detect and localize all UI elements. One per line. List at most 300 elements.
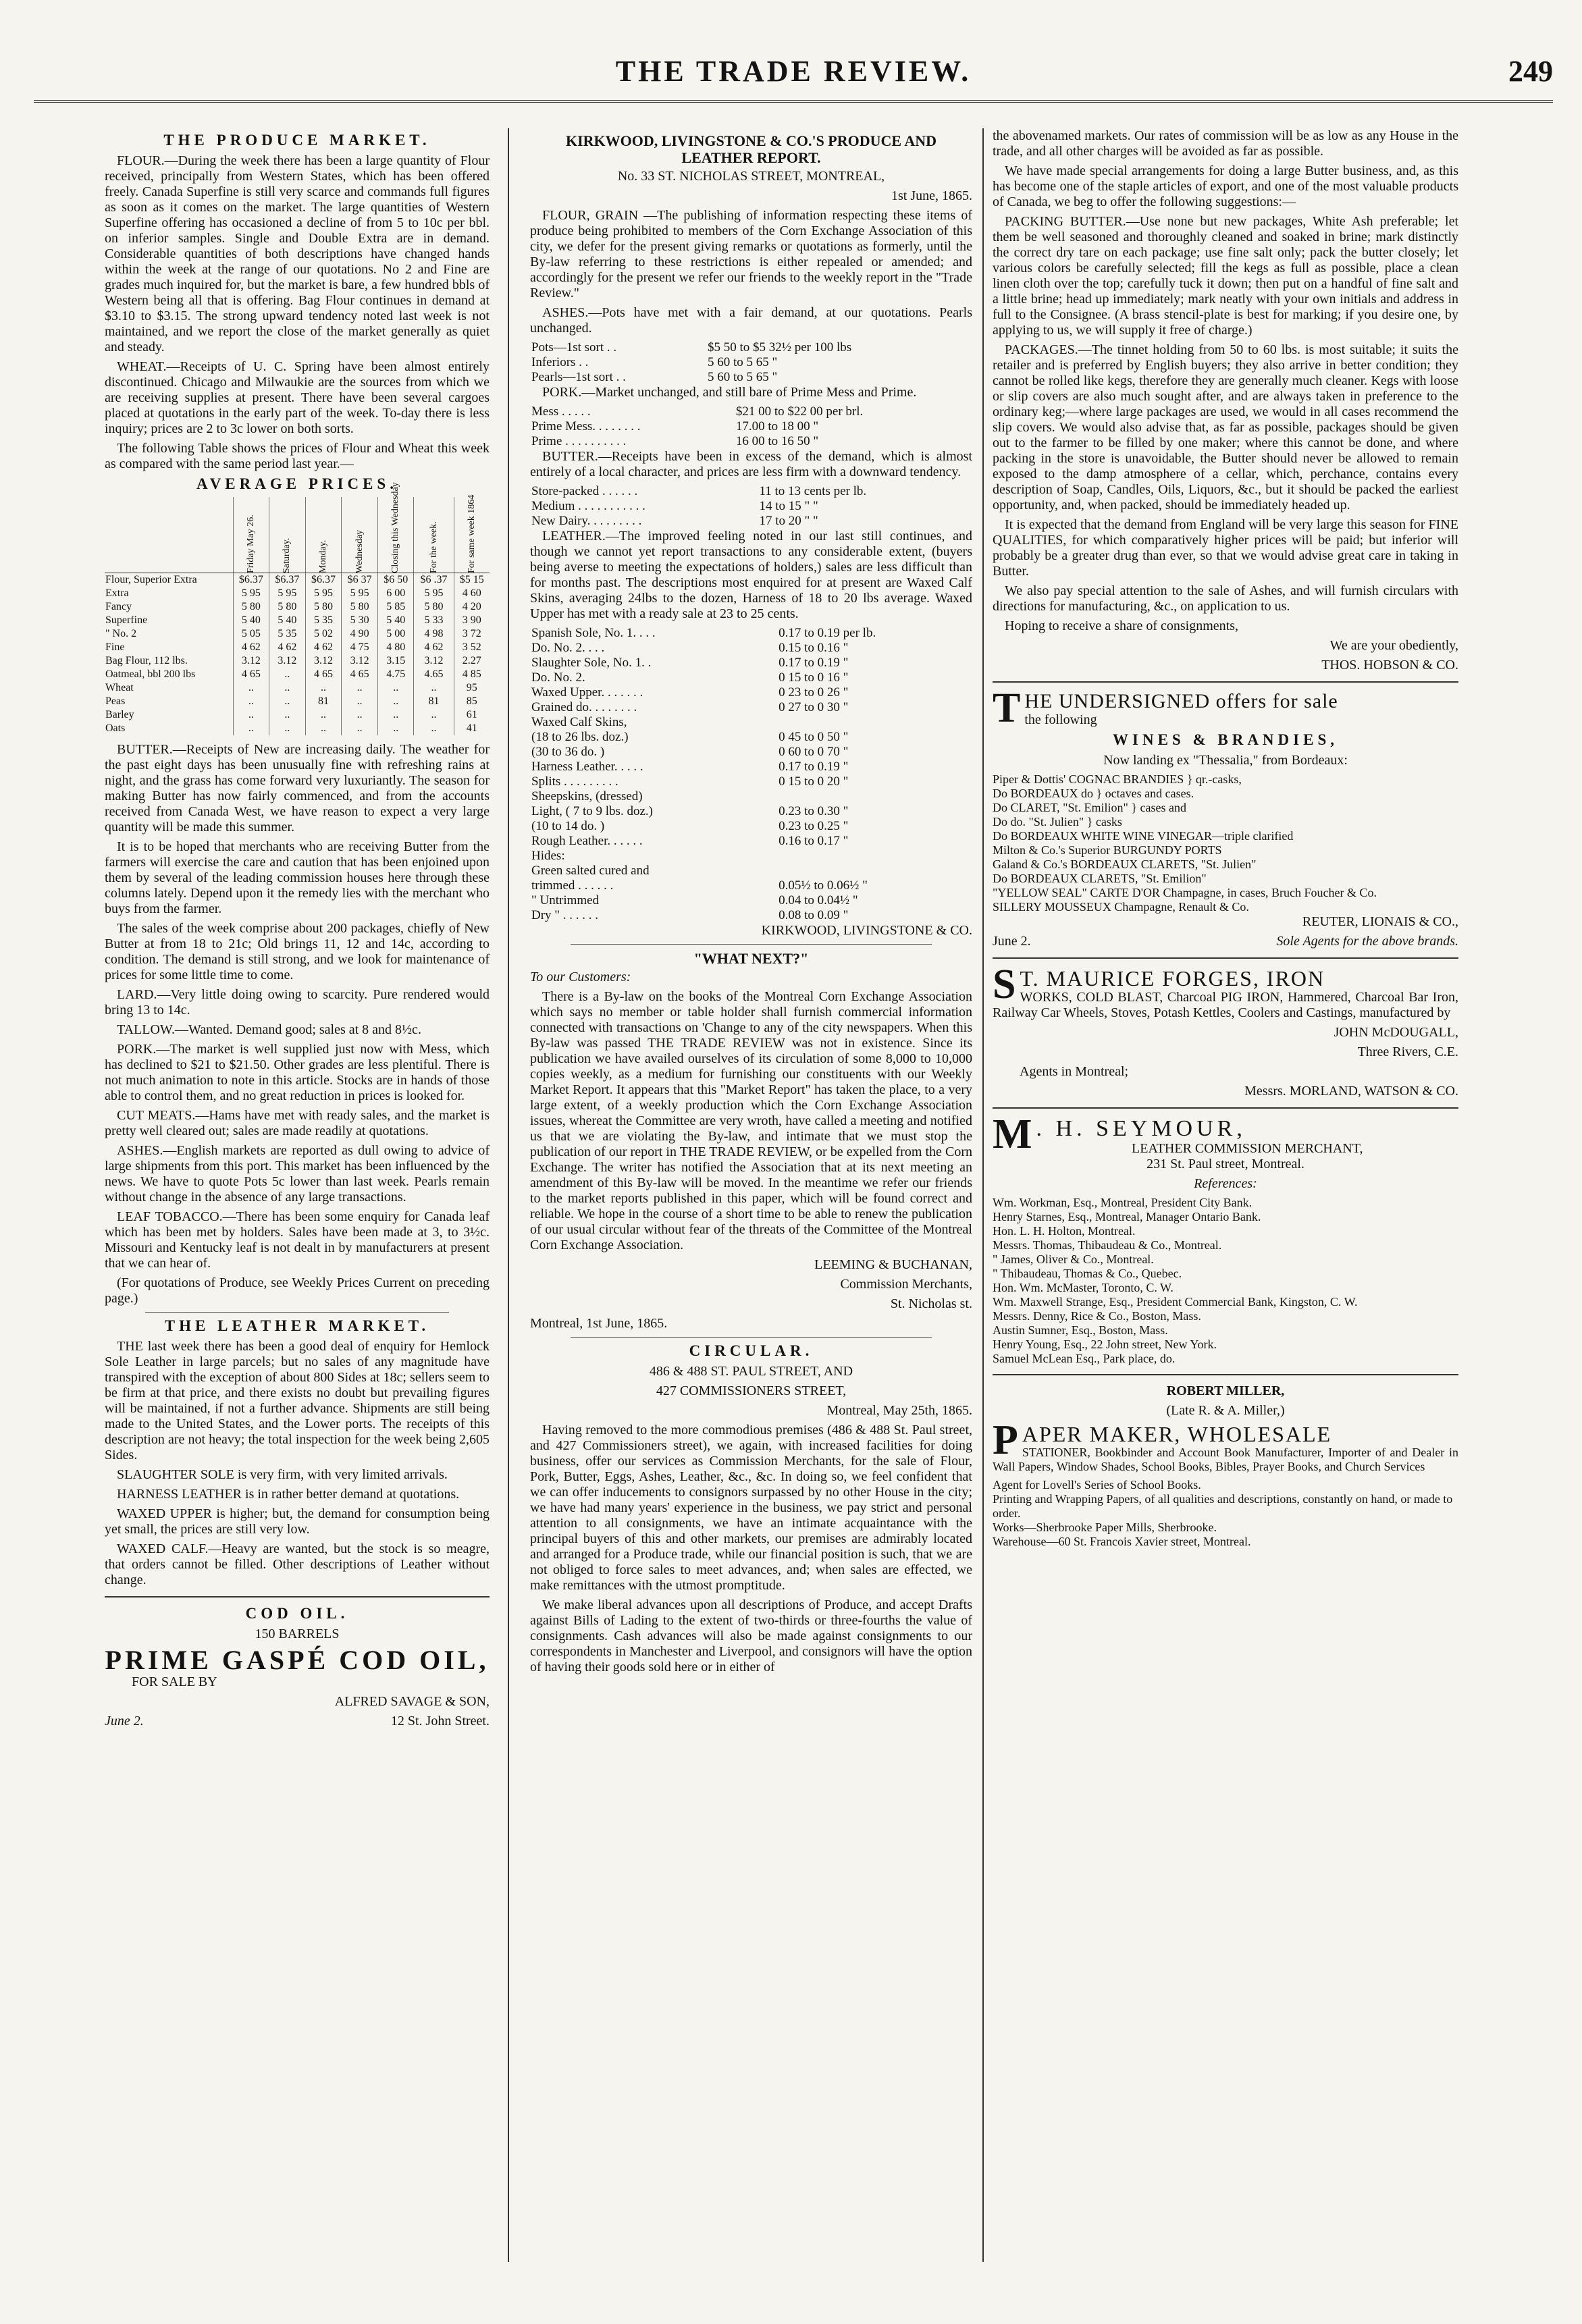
table-cell: " No. 2 — [105, 628, 137, 639]
item-name: Harness Leather. . . . . — [531, 760, 643, 774]
forges-title: T. MAURICE FORGES, IRON — [1020, 966, 1325, 991]
average-prices-heading: AVERAGE PRICES. — [196, 475, 398, 492]
table-cell: .. — [342, 681, 378, 695]
column-header-label: Monday. — [318, 539, 328, 573]
column-header — [414, 497, 454, 573]
miller-body: STATIONER, Bookbinder and Account Book Manufacturer, Importer of and Dealer in Wall Papers, Window Shades, School Books, Bibles, Prayer Books, and Church Services — [993, 1446, 1458, 1473]
table-cell: $6.37 — [269, 573, 306, 587]
table-cell: 5 95 — [342, 587, 378, 600]
item-price: 0.23 to 0.30 " — [779, 804, 849, 818]
table-cell: 4 60 — [454, 587, 490, 600]
what-next-heading: "WHAT NEXT?" — [693, 950, 809, 967]
table-cell: .. — [233, 695, 269, 708]
table-cell: 3.12 — [342, 654, 378, 668]
paragraph: There is a By-law on the books of the Montreal Corn Exchange Association which says no member or table holder shall furnish commercial information connected with transactions on 'Change to any of the city newspapers. When this By-law was passed THE TRADE REVIEW was not in existence. Since its publication we have availed ourselves of its circulation of some 8,000 to 10,000 copies weekly, as a medium for furnishing our constituents with our Weekly Market Report. It appears that this "Market Report" has taken the place, to a very large extent, of a weekly production which the Corn Exchange Association issues, whereat the Committee are very wroth, have called a meeting and notified us that we are violating the By-law, and intimate that we must stop the publication of our report in THE TRADE REVIEW, or be expelled from the Corn Exchange. The writer has notified the Association that at its next meeting an amendment of this By-law will be moved. In the meantime we refer our friends to the market reports published in this paper, which will be found correct and reliable. We hope in the course of a short time to be able to renew the publication of our usual circular without fear of the threats of the Committee of the Montreal Corn Exchange Association. — [530, 989, 972, 1252]
table-cell: 95 — [454, 681, 490, 695]
column-divider — [508, 128, 509, 2262]
circular-closing: We are your obediently, — [1329, 638, 1458, 653]
table-cell: 4 98 — [414, 627, 454, 641]
paragraph: ASHES.—English markets are reported as dull owing to advice of large shipments from this port. This market has been influenced by the news. We have to quote Pots 5c lower than last week. Pearls remain without change in the absence of any large transactions. — [105, 1143, 490, 1205]
column-header — [342, 497, 378, 573]
kirkwood-signature: KIRKWOOD, LIVINGSTONE & CO. — [761, 923, 972, 938]
list-item: Warehouse—60 St. Francois Xavier street, Montreal. — [993, 1535, 1251, 1548]
item-name: Pots—1st sort . . — [531, 340, 617, 354]
table-cell: 3 52 — [454, 641, 490, 654]
paragraph: We make liberal advances upon all descriptions of Produce, and accept Drafts against Bills of Lading to the extent of two-thirds or three-fourths the value of consignments. Cash advances will also be made against consignments to our correspondents in Manchester and Liverpool, and consignors will have the option of having their goods sold here or in either of — [530, 1597, 972, 1674]
kirkwood-heading: KIRKWOOD, LIVINGSTONE & CO.'S PRODUCE AND LEATHER REPORT. — [565, 132, 937, 166]
table-cell: Bag Flour, 112 lbs. — [105, 655, 188, 666]
table-cell: 5 40 — [233, 614, 269, 627]
dropcap: T — [993, 685, 1021, 731]
column-1 — [105, 128, 490, 2262]
table-cell: 4 62 — [269, 641, 306, 654]
table-cell: 5 80 — [414, 600, 454, 614]
item-price: 0.17 to 0.19 " — [779, 656, 849, 670]
table-row — [105, 627, 490, 641]
table-cell: 5 35 — [305, 614, 342, 627]
paragraph: The sales of the week comprise about 200 packages, chiefly of New Butter at from 18 to 21c; Old brings 11, 12 and 14c, according to condition. The demand is still strong, and we look for maintenance of prices for some little time to come. — [105, 921, 490, 982]
list-item: Hon. Wm. McMaster, Toronto, C. W. — [993, 1281, 1174, 1294]
list-item: Messrs. Thomas, Thibaudeau & Co., Montreal. — [993, 1238, 1222, 1252]
table-cell: 4 62 — [233, 641, 269, 654]
table-cell: .. — [233, 722, 269, 735]
dropcap: P — [993, 1417, 1018, 1463]
table-cell: .. — [342, 695, 378, 708]
what-next-date: Montreal, 1st June, 1865. — [530, 1316, 668, 1331]
item-price: 0 15 to 0 16 " — [779, 670, 849, 685]
item-price: 0 45 to 0 50 " — [779, 730, 849, 744]
table-cell: .. — [377, 681, 414, 695]
list-item: Henry Young, Esq., 22 John street, New York. — [993, 1338, 1217, 1351]
column-header — [233, 497, 269, 573]
table-cell: 5 95 — [233, 587, 269, 600]
item-name: Prime Mess. . . . . . . . — [531, 419, 641, 433]
table-cell: 85 — [454, 695, 490, 708]
paragraph: We have made special arrangements for doing a large Butter business, and, as this has become one of the staple articles of export, and one of the most valuable products of Canada, we beg to offer the following suggestions:— — [993, 163, 1458, 209]
item-name: Spanish Sole, No. 1. . . . — [531, 626, 656, 640]
miller-late: (Late R. & A. Miller,) — [1166, 1403, 1285, 1418]
table-cell: Barley — [105, 709, 134, 720]
table-row — [530, 760, 972, 774]
table-cell: 4 90 — [342, 627, 378, 641]
wines-list — [993, 772, 1458, 914]
item-name: Light, ( 7 to 9 lbs. doz.) — [531, 804, 653, 818]
circular-heading: CIRCULAR. — [689, 1342, 814, 1359]
table-cell: .. — [414, 681, 454, 695]
item-price: 0.17 to 0.19 per lb. — [779, 626, 876, 640]
table-row — [105, 695, 490, 708]
table-row — [105, 668, 490, 681]
circular-date: Montreal, May 25th, 1865. — [826, 1403, 972, 1418]
item-price: $5 50 to $5 32½ per 100 lbs — [707, 340, 852, 354]
leather-market-body — [105, 1339, 490, 1588]
item-price — [777, 715, 972, 730]
table-cell: .. — [305, 708, 342, 722]
paragraph: BUTTER.—Receipts of New are increasing daily. The weather for the past eight days has been unusually fine with refreshing rains at night, and the grass has come forward very luxuriantly. The season for making Butter has now fairly commenced, and from the accounts received from Canada West, we have reason to expect a very large quantity will be made this summer. — [105, 742, 490, 835]
table-cell: 5 85 — [377, 600, 414, 614]
produce-market-continued — [105, 742, 490, 1306]
column-2 — [530, 128, 972, 2262]
what-next-salutation: To our Customers: — [530, 970, 631, 984]
list-item: Do BORDEAUX WHITE WINE VINEGAR—triple clarified — [993, 829, 1294, 843]
table-row — [105, 681, 490, 695]
miller-advertisement — [993, 1383, 1458, 1549]
item-price: 0 23 to 0 26 " — [779, 685, 849, 699]
section-rule — [145, 1312, 449, 1313]
item-price: 0.23 to 0.25 " — [779, 819, 849, 833]
forges-agents: Messrs. MORLAND, WATSON & CO. — [1244, 1084, 1458, 1099]
miller-title: APER MAKER, WHOLESALE — [1022, 1422, 1332, 1446]
table-cell: 4 80 — [377, 641, 414, 654]
table-cell: 81 — [414, 695, 454, 708]
ashes-price-table — [530, 340, 972, 385]
wines-landing: Now landing ex "Thessalia," from Bordeaux: — [1103, 753, 1348, 768]
table-row — [105, 722, 490, 735]
column-header-label: Saturday. — [282, 537, 292, 573]
table-cell: 4 20 — [454, 600, 490, 614]
item-name: Do. No. 2. . . . — [531, 641, 605, 655]
seymour-address: 231 St. Paul street, Montreal. — [1146, 1157, 1304, 1171]
table-cell: Oats — [105, 722, 126, 734]
paragraph: LEAF TOBACCO.—There has been some enquiry for Canada leaf which has been met by holders. Sales have been made at 3, to 3½c. Missouri and Kentucky leaf is not dealt in by manufacturers at present that we can hear of. — [105, 1209, 490, 1271]
table-cell: 4 85 — [454, 668, 490, 681]
table-cell: .. — [414, 708, 454, 722]
item-price — [777, 789, 972, 804]
list-item: Milton & Co.'s Superior BURGUNDY PORTS — [993, 843, 1222, 857]
table-cell: Fine — [105, 641, 125, 653]
list-item: Austin Sumner, Esq., Boston, Mass. — [993, 1323, 1168, 1337]
table-cell: Extra — [105, 587, 129, 599]
table-cell: .. — [269, 722, 306, 735]
table-cell: Oatmeal, bbl 200 lbs — [105, 668, 196, 680]
item-name: Splits . . . . . . . . . — [531, 774, 618, 789]
table-cell: 4 65 — [305, 668, 342, 681]
forges-agents-label: Agents in Montreal; — [1020, 1064, 1129, 1079]
item-name: Pearls—1st sort . . — [531, 370, 626, 384]
table-cell: 61 — [454, 708, 490, 722]
circular-signature: THOS. HOBSON & CO. — [1321, 658, 1458, 672]
cod-oil-heading: COD OIL. — [245, 1605, 349, 1622]
table-cell: 3 90 — [454, 614, 490, 627]
table-cell: .. — [269, 668, 306, 681]
item-name: Green salted cured and — [531, 864, 650, 878]
paragraph: ASHES.—Pots have met with a fair demand, at our quotations. Pearls unchanged. — [530, 305, 972, 336]
wines-advertisement — [993, 685, 1458, 949]
table-cell: 5 35 — [269, 627, 306, 641]
table-row — [530, 700, 972, 715]
table-cell: 4 65 — [233, 668, 269, 681]
table-cell: .. — [377, 695, 414, 708]
paragraph: THE last week there has been a good deal of enquiry for Hemlock Sole Leather in large parcels; but no sales of any magnitude have transpired with the exception of about 800 Sides at 18c; sellers seem to be firm at that price, and there exists no doubt but prevailing figures will be maintained, if not a further advance. Shipments are still being made to the United States, and the Lower ports. The receipts of this description are not heavy; the total inspection for the week being 2,605 Sides. — [105, 1339, 490, 1462]
produce-market-body — [105, 153, 490, 472]
kirkwood-date: 1st June, 1865. — [891, 188, 972, 203]
leather-market-heading: THE LEATHER MARKET. — [164, 1317, 430, 1334]
section-rule — [993, 957, 1458, 959]
paragraph: The following Table shows the prices of Flour and Wheat this week as compared with the same period last year.— — [105, 441, 490, 471]
paragraph: PORK.—Market unchanged, and still bare of Prime Mess and Prime. — [542, 385, 917, 400]
wines-heading: WINES & BRANDIES, — [1113, 731, 1338, 748]
seymour-references — [993, 1196, 1458, 1366]
list-item: " Thibaudeau, Thomas & Co., Quebec. — [993, 1267, 1182, 1280]
paragraph: WAXED CALF.—Heavy are wanted, but the stock is so meagre, that orders cannot be filled. Other descriptions of Leather without change. — [105, 1541, 490, 1587]
table-row — [530, 484, 972, 499]
dropcap: M — [993, 1111, 1032, 1157]
item-price — [777, 864, 972, 878]
paragraph: PORK.—The market is well supplied just now with Mess, which has declined to $21 to $21.50. Other grades are less plentiful. There is not much animation to note in this article. Stocks are in hands of those able to control them, and no great reduction in prices is looked for. — [105, 1042, 490, 1103]
wines-seller: REUTER, LIONAIS & CO., — [1302, 914, 1458, 929]
table-cell: 4 65 — [342, 668, 378, 681]
table-cell: 2.27 — [454, 654, 490, 668]
item-name: Hides: — [531, 849, 565, 863]
table-row — [530, 656, 972, 670]
column-header — [305, 497, 342, 573]
table-row — [530, 670, 972, 685]
table-cell: .. — [269, 695, 306, 708]
butter-price-table — [530, 484, 972, 529]
table-row — [530, 774, 972, 789]
column-header — [454, 494, 490, 573]
item-name: Medium . . . . . . . . . . . — [531, 499, 645, 513]
table-row — [530, 404, 972, 419]
cod-oil-title: PRIME GASPÉ COD OIL, — [105, 1645, 490, 1675]
item-price: 0.16 to 0.17 " — [779, 834, 849, 848]
table-cell: Peas — [105, 695, 126, 707]
list-item: Galand & Co.'s BORDEAUX CLARETS, "St. Julien" — [993, 857, 1257, 871]
seymour-advertisement — [993, 1111, 1458, 1366]
column-header-label: Closing this Wednesday — [390, 482, 401, 573]
paragraph: WHEAT.—Receipts of U. C. Spring have been almost entirely discontinued. Chicago and Milwaukie are the sources from which we are receiving supplies at present. There have been several cargoes placed at quotations in the early part of the week. To-day there is less inquiry; prices are 2 to 3c lower on both sorts. — [105, 359, 490, 436]
item-name: Grained do. . . . . . . . — [531, 700, 637, 714]
table-cell: .. — [414, 722, 454, 735]
paragraph: We also pay special attention to the sale of Ashes, and will furnish circulars with directions for manufacturing, &c., on application to us. — [993, 583, 1458, 614]
table-cell: Flour, Superior Extra — [105, 574, 197, 585]
page-header — [34, 47, 1553, 101]
column-3 — [993, 128, 1458, 2262]
item-price: 0.08 to 0.09 " — [779, 908, 849, 922]
table-row — [530, 340, 972, 355]
table-row — [105, 654, 490, 668]
paragraph: Hoping to receive a share of consignments, — [1005, 618, 1239, 633]
item-price: 0 15 to 0 20 " — [779, 774, 849, 789]
item-name: Inferiors . . — [531, 355, 589, 369]
table-cell: Wheat — [105, 682, 134, 693]
table-cell: 5 00 — [377, 627, 414, 641]
list-item: Messrs. Denny, Rice & Co., Boston, Mass. — [993, 1309, 1201, 1323]
table-cell: 3 72 — [454, 627, 490, 641]
item-name: New Dairy. . . . . . . . . — [531, 514, 642, 528]
cod-oil-address: 12 St. John Street. — [390, 1714, 490, 1728]
table-cell: 81 — [305, 695, 342, 708]
forges-maker: JOHN McDOUGALL, — [1334, 1025, 1458, 1040]
table-cell: 3.12 — [305, 654, 342, 668]
table-cell: Superfine — [105, 614, 148, 626]
cod-oil-for-sale: FOR SALE BY — [132, 1674, 217, 1689]
cod-oil-barrels: 150 BARRELS — [255, 1627, 340, 1641]
table-cell: $6.37 — [233, 573, 269, 587]
table-row — [105, 587, 490, 600]
table-cell: .. — [342, 708, 378, 722]
item-price: 17 to 20 " " — [759, 514, 818, 528]
item-price — [777, 849, 972, 864]
wines-date: June 2. — [993, 934, 1031, 949]
paragraph: (For quotations of Produce, see Weekly Prices Current on preceding page.) — [105, 1275, 490, 1306]
table-row — [530, 715, 972, 730]
table-row — [530, 641, 972, 656]
table-row — [105, 641, 490, 654]
table-cell: 5 40 — [377, 614, 414, 627]
item-name: (30 to 36 do. ) — [531, 745, 605, 759]
dropcap: S — [993, 961, 1016, 1007]
table-cell: .. — [233, 708, 269, 722]
item-name: Rough Leather. . . . . . — [531, 834, 643, 848]
table-cell: 41 — [454, 722, 490, 735]
item-price: 5 60 to 5 65 " — [707, 370, 778, 384]
table-row — [530, 834, 972, 849]
table-row — [105, 708, 490, 722]
item-price: 0.15 to 0.16 " — [779, 641, 849, 655]
list-item: Works—Sherbrooke Paper Mills, Sherbrooke. — [993, 1521, 1217, 1534]
paragraph: BUTTER.—Receipts have been in excess of the demand, which is almost entirely of a local character, and prices are less firm with a downward tendency. — [530, 449, 972, 479]
table-row — [530, 626, 972, 641]
what-next-title: Commission Merchants, — [840, 1277, 972, 1292]
kirkwood-address: No. 33 ST. NICHOLAS STREET, MONTREAL, — [617, 169, 885, 184]
table-cell: $6 37 — [342, 573, 378, 587]
item-name: (10 to 14 do. ) — [531, 819, 605, 833]
paragraph: PACKING BUTTER.—Use none but new packages, White Ash preferable; let them be well seasoned and thoroughly cleaned and soaked in brine; mark distinctly the correct dry tare on each package; use fine salt only; pack the butter closely; let various colors be carefully selected; fill the kegs as full as possible, place a clean linen cloth over the top; carefully tuck it down; then put on a handful of fine salt and a little brine; head up immediately; mark neatly with your own initials and address in full to the Consignee. (A brass stencil-plate is best for marking; if you desire one, by applying to us, we will supply it free of charge.) — [993, 214, 1458, 338]
table-row — [530, 908, 972, 923]
seymour-line1: LEATHER COMMISSION MERCHANT, — [1132, 1141, 1363, 1156]
paragraph: SLAUGHTER SOLE is very firm, with very limited arrivals. — [117, 1467, 448, 1482]
table-row — [530, 434, 972, 449]
what-next-signature: LEEMING & BUCHANAN, — [814, 1257, 972, 1272]
paragraph: LARD.—Very little doing owing to scarcity. Pure rendered would bring 13 to 14c. — [105, 987, 490, 1018]
list-item: Wm. Workman, Esq., Montreal, President City Bank. — [993, 1196, 1253, 1209]
table-cell: $6 .37 — [414, 573, 454, 587]
item-price: 0 27 to 0 30 " — [779, 700, 849, 714]
table-cell: 4 75 — [342, 641, 378, 654]
column-divider — [982, 128, 984, 2262]
column-header-label: For the week. — [428, 521, 439, 573]
paragraph: HARNESS LEATHER is in rather better demand at quotations. — [117, 1487, 460, 1502]
table-row — [530, 419, 972, 434]
paragraph: WAXED UPPER is higher; but, the demand for consumption being yet small, the prices are still very low. — [105, 1506, 490, 1537]
column-header — [269, 497, 306, 573]
table-cell: $6.37 — [305, 573, 342, 587]
section-rule — [105, 1596, 490, 1597]
table-cell: 5 95 — [414, 587, 454, 600]
column-header — [377, 482, 414, 573]
item-name: (18 to 26 lbs. doz.) — [531, 730, 629, 744]
table-row — [530, 514, 972, 529]
table-cell: 3.12 — [414, 654, 454, 668]
table-cell: 5 33 — [414, 614, 454, 627]
forges-advertisement — [993, 961, 1458, 1099]
item-name: trimmed . . . . . . — [531, 878, 614, 893]
wines-intro: HE UNDERSIGNED offers for sale — [1024, 690, 1338, 712]
table-cell: 5 02 — [305, 627, 342, 641]
table-cell: .. — [377, 708, 414, 722]
section-rule — [571, 944, 932, 945]
section-rule — [993, 1374, 1458, 1375]
table-cell: .. — [269, 681, 306, 695]
table-row — [530, 819, 972, 834]
circular-address2: 427 COMMISSIONERS STREET, — [656, 1383, 847, 1398]
table-cell: $6 50 — [377, 573, 414, 587]
table-cell: 4 62 — [305, 641, 342, 654]
pork-price-table — [530, 404, 972, 449]
table-cell: 5 30 — [342, 614, 378, 627]
seymour-refs-label: References: — [1194, 1176, 1257, 1191]
paragraph: Having removed to the more commodious premises (486 & 488 St. Paul street, and 427 Commissioners street), we again, with increased facilities for doing business, offer our services as Commission Merchants, for the sale of Flour, Pork, Butter, Eggs, Ashes, Leather, &c., &c. In doing so, we feel confident that we can offer inducements to consignors surpassed by no other House in the city; we have had many years' experience in the business, we pay strict and personal attention to all consignments, we have an intimate acquaintance with the principal buyers of this and other markets, our premises are admirably located and arranged for a Produce trade, while our financial position is such, that we are not obliged to force sales to meet advances, and; when sales are effected, we make remittances with the utmost promptitude. — [530, 1423, 972, 1593]
list-item: Do BORDEAUX CLARETS, "St. Emilion" — [993, 872, 1207, 885]
table-cell: 4.65 — [414, 668, 454, 681]
list-item: Samuel McLean Esq., Park place, do. — [993, 1352, 1176, 1365]
list-item: Do CLARET, "St. Emilion" } cases and — [993, 801, 1186, 814]
table-cell: 5 80 — [342, 600, 378, 614]
table-cell: 4.75 — [377, 668, 414, 681]
column-header-label: For same week 1864 — [466, 494, 477, 573]
table-row — [530, 893, 972, 908]
list-item: Do do. "St. Julien" } casks — [993, 815, 1122, 828]
item-name: Prime . . . . . . . . . . — [531, 434, 627, 448]
item-price: 0.05½ to 0.06½ " — [779, 878, 868, 893]
table-cell: .. — [342, 722, 378, 735]
header-rule — [34, 100, 1553, 103]
table-cell: .. — [305, 681, 342, 695]
table-row — [530, 499, 972, 514]
table-cell: 3.12 — [233, 654, 269, 668]
item-name: Store-packed . . . . . . — [531, 484, 638, 498]
table-cell: 4 62 — [414, 641, 454, 654]
item-name: Do. No. 2. — [531, 670, 585, 685]
table-cell: .. — [233, 681, 269, 695]
forges-body: WORKS, COLD BLAST, Charcoal PIG IRON, Hammered, Charcoal Bar Iron, Railway Car Wheels, Stoves, Potash Kettles, Coolers and Castings, manufactured by — [993, 990, 1458, 1020]
item-name: Sheepskins, (dressed) — [531, 789, 643, 803]
table-cell: 5 80 — [269, 600, 306, 614]
forges-place: Three Rivers, C.E. — [1357, 1045, 1458, 1059]
item-price: $21 00 to $22 00 per brl. — [735, 404, 864, 419]
table-row — [105, 573, 490, 587]
column-header-label: Friday May 26. — [245, 514, 256, 573]
list-item: Do BORDEAUX do } octaves and cases. — [993, 787, 1194, 800]
item-price: 16 00 to 16 50 " — [735, 434, 819, 448]
table-row — [530, 849, 972, 864]
table-cell: 5 95 — [269, 587, 306, 600]
table-row — [530, 685, 972, 700]
item-name: Waxed Upper. . . . . . . — [531, 685, 643, 699]
table-row — [105, 614, 490, 627]
circular-continued — [993, 128, 1458, 634]
produce-market-heading: THE PRODUCE MARKET. — [163, 132, 431, 149]
item-price: 14 to 15 " " — [759, 499, 818, 513]
paragraph: PACKAGES.—The tinnet holding from 50 to 60 lbs. is most suitable; it suits the retailer and is preferred by English buyers; they also arrive in better condition; they cannot be rolled like kegs, therefore they are generally much cleaner. Kegs with loose or slip covers are also much sought after, and are always taken in preference to the ordinary keg;—where large packages are used, we would in all cases recommend the slip covers. We would also advise that, as far as possible, packages should be given out to the farmer to be filled by one maker; where this cannot be done, and where packing in the store is unavoidable, the Butter should never be allowed to remain exposed to the damp atmosphere of a cellar, which, perchance, contains every description of Soap, Candles, Oils, Liquors, &c., but it should be packed the earliest opportunity, and, when packed, should be immediately headed up. — [993, 342, 1458, 512]
item-price: 17.00 to 18 00 " — [735, 419, 819, 433]
newspaper-title: THE TRADE REVIEW. — [615, 55, 972, 88]
table-row — [530, 878, 972, 893]
paragraph: It is expected that the demand from England will be very large this season for FINE QUALITIES, for which comparatively higher prices will be paid; but inferior will probably be a greater drug than ever, so that we would advise great care in taking in Butter. — [993, 517, 1458, 579]
table-cell: .. — [305, 722, 342, 735]
list-item: Agent for Lovell's Series of School Books. — [993, 1478, 1201, 1491]
column-header — [105, 497, 233, 573]
table-row — [530, 789, 972, 804]
list-item: Wm. Maxwell Strange, Esq., President Commercial Bank, Kingston, C. W. — [993, 1295, 1358, 1309]
page-number: 249 — [1508, 55, 1553, 88]
table-row — [530, 804, 972, 819]
miller-lines — [993, 1478, 1458, 1549]
paragraph: LEATHER.—The improved feeling noted in our last still continues, and though we cannot yet report transactions to any considerable extent, (buyers being averse to meeting the expectations of holders,) sales are less difficult than for months past. The descriptions most enquired for at present are Waxed Calf Skins, averaging 24lbs to the dozen, Harness of 18 to 20 lbs average. Waxed Upper has met with a ready sale at 23 to 25 cents. — [530, 529, 972, 621]
list-item: Piper & Dottis' COGNAC BRANDIES } qr.-casks, — [993, 772, 1242, 786]
item-price: 5 60 to 5 65 " — [707, 355, 778, 369]
